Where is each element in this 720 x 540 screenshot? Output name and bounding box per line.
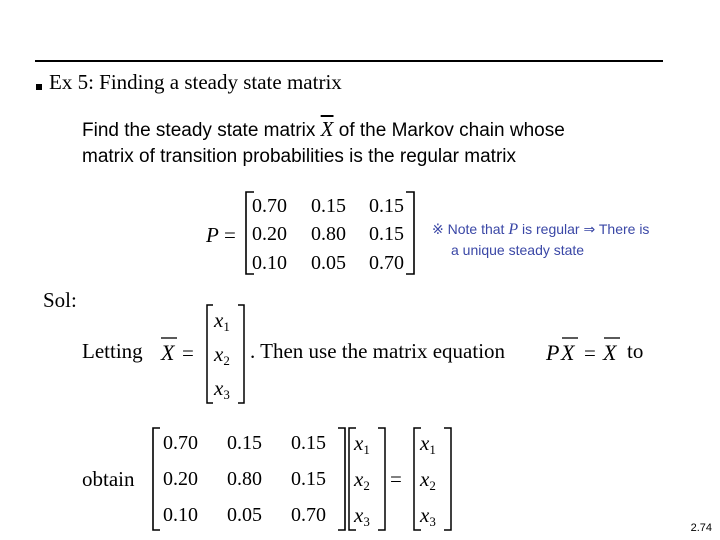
note-mark-icon: ※: [432, 221, 444, 237]
problem-statement: [82, 116, 565, 170]
note-line2: a unique steady state: [451, 242, 585, 258]
matrix-p-equation: [200, 188, 422, 278]
xbar-symbol: $\overline{X}$: [320, 117, 334, 141]
matrix-p-cell: 0.15: [369, 195, 404, 217]
coeff-cell: 0.15: [227, 432, 262, 454]
equals-sign: =: [584, 341, 596, 365]
letting-mid-text: . Then use the matrix equation: [250, 339, 506, 363]
coeff-cell: 0.05: [227, 504, 262, 526]
obtain-matrix-equation: [150, 426, 455, 532]
matrix-p-cell: 0.15: [311, 195, 346, 217]
equals-sign: =: [224, 223, 236, 247]
note-line1-a: Note that: [447, 221, 505, 237]
vector-entry: x2: [214, 342, 230, 368]
matrix-p-label: P: [206, 223, 219, 247]
vector-entry: x3: [420, 503, 436, 529]
coeff-right-bracket: [338, 428, 345, 530]
page-number: 2.74: [690, 522, 712, 534]
letting-word: Letting: [82, 339, 143, 363]
coeff-cells: [163, 432, 326, 526]
matrix-p-cell: 0.80: [311, 223, 346, 245]
coeff-cell: 0.10: [163, 504, 198, 526]
prompt-line2: matrix of transition probabilities is the regular matrix: [82, 146, 517, 167]
coeff-cell: 0.15: [291, 432, 326, 454]
vector-right-bracket: [444, 428, 451, 530]
matrix-p-cells: [252, 195, 404, 274]
note-line1-b: is regular ⇒ There is: [522, 221, 650, 237]
matrix-p-cell: 0.05: [311, 252, 346, 274]
obtain-word: obtain: [82, 467, 135, 491]
vector-entry: x3: [214, 376, 230, 402]
vector-entry: x3: [354, 503, 370, 529]
vector-entry: x1: [354, 431, 370, 457]
letting-vector-equation: [156, 303, 248, 405]
prompt-line1-a: Find the steady state matrix: [82, 120, 316, 141]
coeff-cell: 0.20: [163, 468, 198, 490]
coeff-cell: 0.70: [163, 432, 198, 454]
equals-sign: =: [390, 467, 402, 491]
vector-entry: x2: [354, 467, 370, 493]
vector-entry: x2: [420, 467, 436, 493]
coeff-cell: 0.15: [291, 468, 326, 490]
regularity-note: [432, 219, 649, 260]
steady-state-equation: [542, 330, 622, 366]
bullet-icon: [36, 84, 42, 90]
title-rule: [35, 60, 663, 62]
matrix-p-cell: 0.70: [252, 195, 287, 217]
vector-entry: x1: [214, 308, 230, 334]
equals-sign: =: [182, 341, 194, 365]
coeff-cell: 0.70: [291, 504, 326, 526]
vector-right-bracket: [238, 305, 244, 403]
vector-entry: x1: [420, 431, 436, 457]
matrix-p-cell: 0.15: [369, 223, 404, 245]
coeff-cell: 0.80: [227, 468, 262, 490]
solution-label: Sol:: [43, 288, 77, 312]
coeff-left-bracket: [153, 428, 160, 530]
matrix-p-right-bracket: [406, 192, 414, 274]
equation-p-symbol: P: [546, 340, 560, 365]
note-p-symbol: P: [508, 221, 519, 238]
xbar-symbol: X: [161, 340, 175, 365]
vector-left-bracket: [207, 305, 213, 403]
equation-xbar-right: X: [603, 340, 617, 365]
prompt-line1-b: of the Markov chain whose: [338, 120, 565, 141]
equation-xbar-left: X: [561, 340, 575, 365]
matrix-p-cell: 0.20: [252, 223, 287, 245]
slide-heading: Ex 5: Finding a steady state matrix: [49, 70, 342, 94]
to-word: to: [627, 339, 644, 363]
matrix-p-cell: 0.70: [369, 252, 404, 274]
vector-right-bracket: [378, 428, 385, 530]
matrix-p-cell: 0.10: [252, 252, 287, 274]
